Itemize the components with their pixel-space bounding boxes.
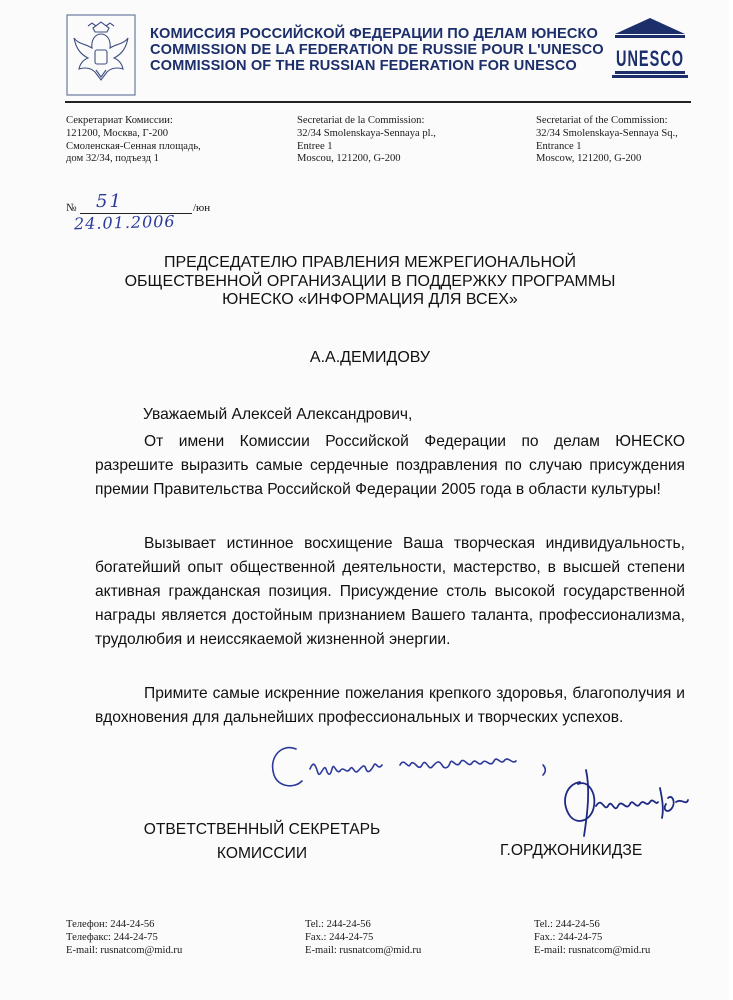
registration-suffix: /юн: [193, 202, 211, 214]
body-paragraph: От имени Комиссии Российской Федерации по делам ЮНЕСКО разрешите выразить самые сердечные поздравления по случаю присуждения премии Правительства Российской Федерации 2005 года в области культуры!: [95, 433, 685, 498]
address-fr: [297, 115, 436, 166]
address-en-line: 32/34 Smolenskaya-Sennaya Sq.,: [536, 127, 678, 139]
footer-phone: Tel.: 244-24-56: [305, 919, 371, 930]
signatory-title: [132, 818, 392, 866]
footer-email[interactable]: E-mail: rusnatcom@mid.ru: [305, 944, 422, 956]
signatory-name: Г.ОРДЖОНИКИДЗЕ: [500, 842, 643, 859]
address-ru-line: 121200, Москва, Г-200: [66, 127, 169, 139]
addressee-block: [100, 254, 640, 310]
address-fr-line: 32/34 Smolenskaya-Sennaya pl.,: [297, 127, 436, 139]
letterhead-title-fr: COMMISSION DE LA FEDERATION DE RUSSIE POUR L'UNESCO: [150, 42, 604, 58]
body-paragraph: Примите самые искренние пожелания крепкого здоровья, благополучия и вдохновения для дальнейших профессиональных и творческих успехов.: [95, 685, 685, 726]
registration-block: [66, 193, 216, 237]
registration-date: 24.01.2006: [73, 211, 176, 234]
addressee-line: ЮНЕСКО «ИНФОРМАЦИЯ ДЛЯ ВСЕХ»: [222, 291, 518, 308]
address-ru-line: Смоленская-Сенная площадь,: [66, 140, 201, 152]
coat-of-arms-emblem-icon: [66, 14, 136, 96]
address-ru: [66, 115, 201, 166]
address-en-line: Entrance 1: [536, 140, 582, 152]
letterhead-titles: [150, 26, 604, 74]
addressee-line: ПРЕДСЕДАТЕЛЮ ПРАВЛЕНИЯ МЕЖРЕГИОНАЛЬНОЙ: [163, 254, 576, 271]
footer-contacts-en: [534, 919, 650, 957]
address-en-line: Secretariat of the Commission:: [536, 115, 668, 126]
footer-contacts-fr: [305, 919, 421, 957]
address-ru-line: Секретариат Комиссии:: [66, 115, 173, 126]
body-paragraph: Вызывает истинное восхищение Ваша творческая индивидуальность, богатейший опыт общественной деятельности, мастерство, в высшей степени активная гражданская позиция. Присуждение столь высокой государственной награды является достойным признанием Вашего таланта, профессионализма, трудолюбия и неиссякаемой жизненной энергии.: [95, 535, 685, 648]
salutation: Уважаемый Алексей Александрович,: [143, 406, 413, 423]
footer-fax: Телефакс: 244-24-75: [66, 931, 158, 943]
address-en: [536, 115, 678, 166]
footer-contacts-ru: [66, 919, 182, 957]
registration-number-label: №: [66, 202, 77, 214]
footer-fax: Fax.: 244-24-75: [305, 931, 374, 943]
addressee-line: ОБЩЕСТВЕННОЙ ОРГАНИЗАЦИИ В ПОДДЕРЖКУ ПРОГРАММЫ: [124, 272, 616, 290]
footer-email[interactable]: E-mail: rusnatcom@mid.ru: [66, 944, 183, 956]
address-fr-line: Secretariat de la Commission:: [297, 115, 425, 126]
address-fr-line: Moscou, 121200, G-200: [297, 153, 401, 165]
unesco-logo-icon: [611, 16, 689, 78]
address-fr-line: Entree 1: [297, 140, 333, 152]
footer-email[interactable]: E-mail: rusnatcom@mid.ru: [534, 944, 651, 956]
signatory-title-line: ОТВЕТСТВЕННЫЙ СЕКРЕТАРЬ: [143, 821, 381, 838]
footer-phone: Телефон: 244-24-56: [66, 919, 155, 930]
letterhead-title-ru: КОМИССИЯ РОССИЙСКОЙ ФЕДЕРАЦИИ ПО ДЕЛАМ ЮНЕСКО: [150, 26, 598, 42]
recipient-name: А.А.ДЕМИДОВУ: [309, 349, 431, 366]
footer-fax: Fax.: 244-24-75: [534, 931, 603, 943]
address-ru-line: дом 32/34, подъезд 1: [66, 153, 159, 165]
registration-number: 51: [96, 191, 123, 212]
address-en-line: Moscow, 121200, G-200: [536, 153, 642, 165]
handwritten-closing: [268, 735, 568, 805]
signatory-title-line: КОМИССИИ: [216, 845, 308, 862]
unesco-logo-text: UNESCO: [616, 46, 684, 71]
letterhead-divider: [65, 101, 691, 103]
letterhead-title-en: COMMISSION OF THE RUSSIAN FEDERATION FOR UNESCO: [150, 58, 577, 74]
footer-phone: Tel.: 244-24-56: [534, 919, 600, 930]
signature-scribble: [556, 758, 696, 848]
